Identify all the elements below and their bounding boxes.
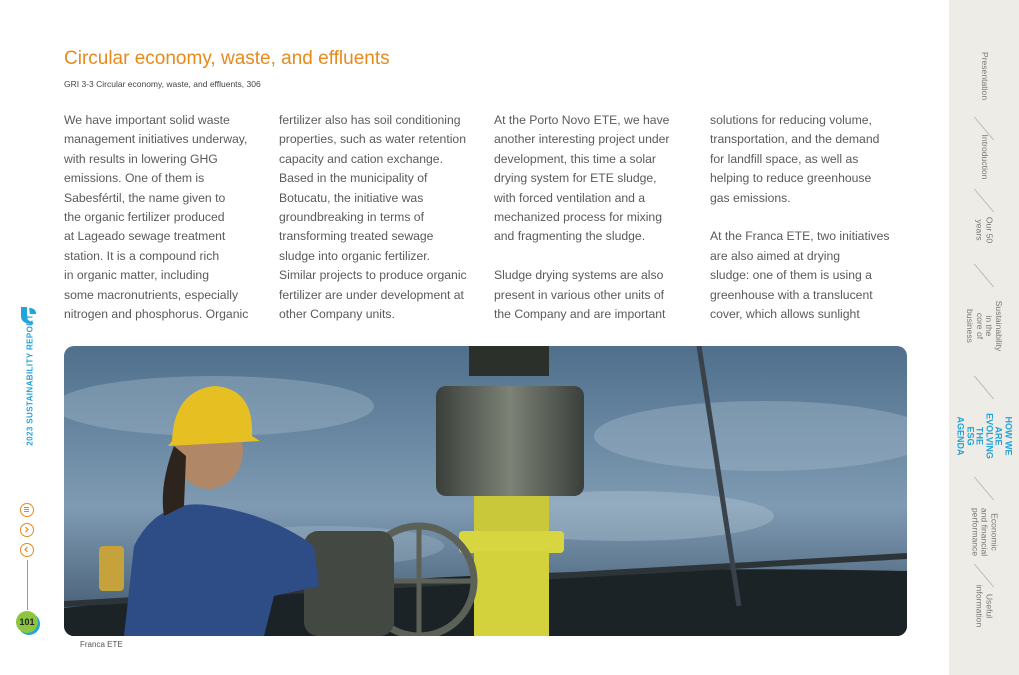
nav-separator	[974, 376, 994, 400]
text-column-4: solutions for reducing volume, transportation, and the demand for landfill space, as well as helping to reduce greenhouse gas emissions. At the Franca ETE, two initiatives are also aimed at drying sludge: one of them is using a greenhouse with a translucent cover, which allows sunlight	[710, 113, 890, 322]
page-number: 101	[19, 617, 35, 627]
menu-icon	[21, 504, 32, 515]
nav-separator	[974, 189, 994, 213]
gri-reference: GRI 3-3 Circular economy, waste, and effluents, 306	[64, 79, 261, 89]
nav-esg-agenda[interactable]: HOW WE ARE EVOLVING THE ESG AGENDA	[956, 413, 1014, 459]
nav-separator	[974, 264, 994, 288]
nav-presentation[interactable]: Presentation	[979, 51, 990, 101]
text-column-1: We have important solid waste management initiatives underway, with results in lowering GHG emissions. One of them is Sabesfértil, the name given to the organic fertilizer produced at Lageado sewage treatment station. It is a compound rich in organic matter, including some macronutrients, especially nitrogen and phosphorus. Organic	[64, 113, 249, 322]
rail-divider	[27, 560, 28, 610]
photo-caption: Franca ETE	[80, 640, 123, 649]
page-title: Circular economy, waste, and effluents	[64, 48, 390, 69]
nav-separator	[974, 477, 994, 501]
previous-page-button[interactable]	[20, 543, 34, 557]
report-label: 2023 SUSTAINABILITY REPORT	[25, 314, 35, 446]
nav-sustainability-core[interactable]: Sustainability in the core of business	[965, 300, 1004, 352]
next-page-button[interactable]	[20, 523, 34, 537]
nav-useful-information[interactable]: Useful information	[975, 584, 995, 628]
nav-introduction[interactable]: Introduction	[979, 134, 990, 180]
previous-page-icon	[21, 544, 32, 555]
next-page-icon	[21, 524, 32, 535]
nav-our-50-years[interactable]: Our 50 years	[975, 216, 995, 244]
photo-franca-ete	[64, 346, 907, 636]
section-sidebar	[949, 0, 1019, 675]
text-column-2: fertilizer also has soil conditioning properties, such as water retention capacity and cation exchange. Based in the municipality of Botucatu, the initiative was groundbreaking in terms of transforming treated sewage sludge into organic fertilizer. Similar projects to produce organic fertilizer are under development at other Company units.	[279, 113, 467, 322]
menu-button[interactable]	[20, 503, 34, 517]
nav-economic-financial[interactable]: Economic and financial performance	[970, 507, 1000, 557]
text-column-3: At the Porto Novo ETE, we have another interesting project under development, this time a solar drying system for ETE sludge, with forced ventilation and a mechanized process for mixing and fragmenting the sludge. Sludge drying systems are also present in various other units of the Company and are important	[494, 113, 670, 322]
